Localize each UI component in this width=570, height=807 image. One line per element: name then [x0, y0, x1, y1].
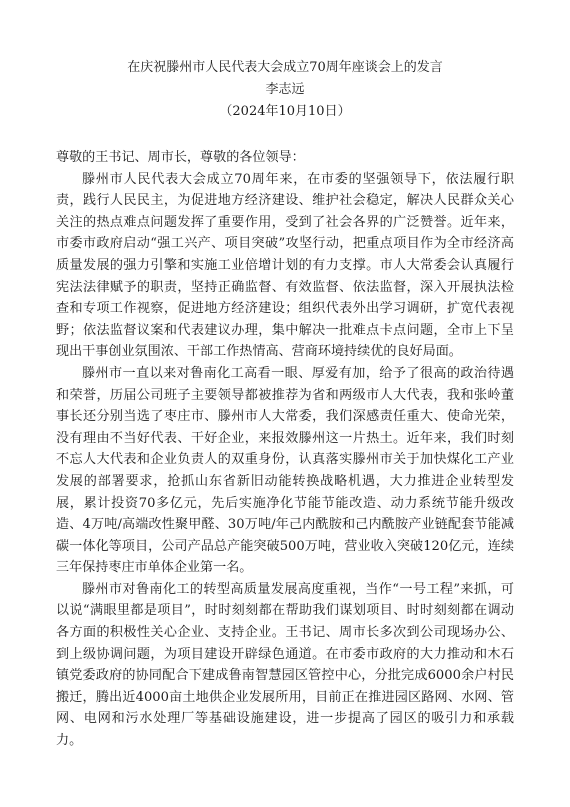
document-author: 李志远 [265, 82, 305, 97]
document-date: （2024年10月10日） [219, 104, 351, 119]
salutation: 尊敬的王书记、周市长，尊敬的各位领导： [56, 150, 305, 165]
paragraph-2: 滕州市一直以来对鲁南化工高看一眼、厚爱有加，给予了很高的政治待遇和荣誉，历届公司班子主要领导都被推荐为省和两级市人大代表，我和张岭董事长还分别当选了枣庄市、滕州市人大常委，我们深感责任重大、使命光荣，没有理由不当好代表、干好企业，来报效滕州这一片热土。近年来，我们时刻不忘人大代表和企业负责人的双重身份，认真落实滕州市关于加快煤化工产业发展的部署要求，抢抓山东省新旧动能转换战略机遇，大力推进企业转型发展，累计投资70多亿元，先后实施净化节能节能改造、动力系统节能升级改造、4万吨/高端改性聚甲醛、30万吨/年己内酰胺和己内酰胺产业链配套节能减碳一体化等项目，公司产品总产能突破500万吨，营业收入突破120亿元，连续三年保持枣庄市单体企业第一名。 [56, 365, 514, 576]
document-title: 在庆祝滕州市人民代表大会成立70周年座谈会上的发言 [127, 60, 443, 75]
paragraph-3: 滕州市对鲁南化工的转型高质量发展高度重视，当作“一号工程”来抓，可以说“满眼里都是项目”，时时刻刻都在帮助我们谋划项目、时时刻刻都在调动各方面的积极性关心企业、支持企业。王书记、周市长多次到公司现场办公、到上级协调问题，为项目建设开辟绿色通道。在市委市政府的大力推动和木石镇党委政府的协同配合下建成鲁南智慧园区管控中心，分批完成6000余户村民搬迁，腾出近4000亩土地供企业发展所用，目前正在推进园区路网、水网、管网、电网和污水处理厂等基础设施建设，进一步提高了园区的吸引力和承载力。 [56, 581, 514, 749]
document-body [56, 147, 514, 752]
paragraph-1: 滕州市人民代表大会成立70周年来，在市委的坚强领导下，依法履行职责，践行人民民主，为促进地方经济建设、维护社会稳定，解决人民群众关心关注的热点难点问题发挥了重要作用，受到了社会各界的广泛赞誉。近年来，市委市政府启动“强工兴产、项目突破”攻坚行动，把重点项目作为全市经济高质量发展的强力引擎和实施工业倍增计划的有力支撑。市人大常委会认真履行宪法法律赋予的职责，坚持正确监督、有效监督、依法监督，深入开展执法检查和专项工作视察，促进地方经济建设；组织代表外出学习调研，扩宽代表视野；依法监督议案和代表建议办理，集中解决一批难点卡点问题，全市上下呈现出干事创业氛围浓、干部工作热情高、营商环境持续优的良好局面。 [56, 171, 514, 360]
